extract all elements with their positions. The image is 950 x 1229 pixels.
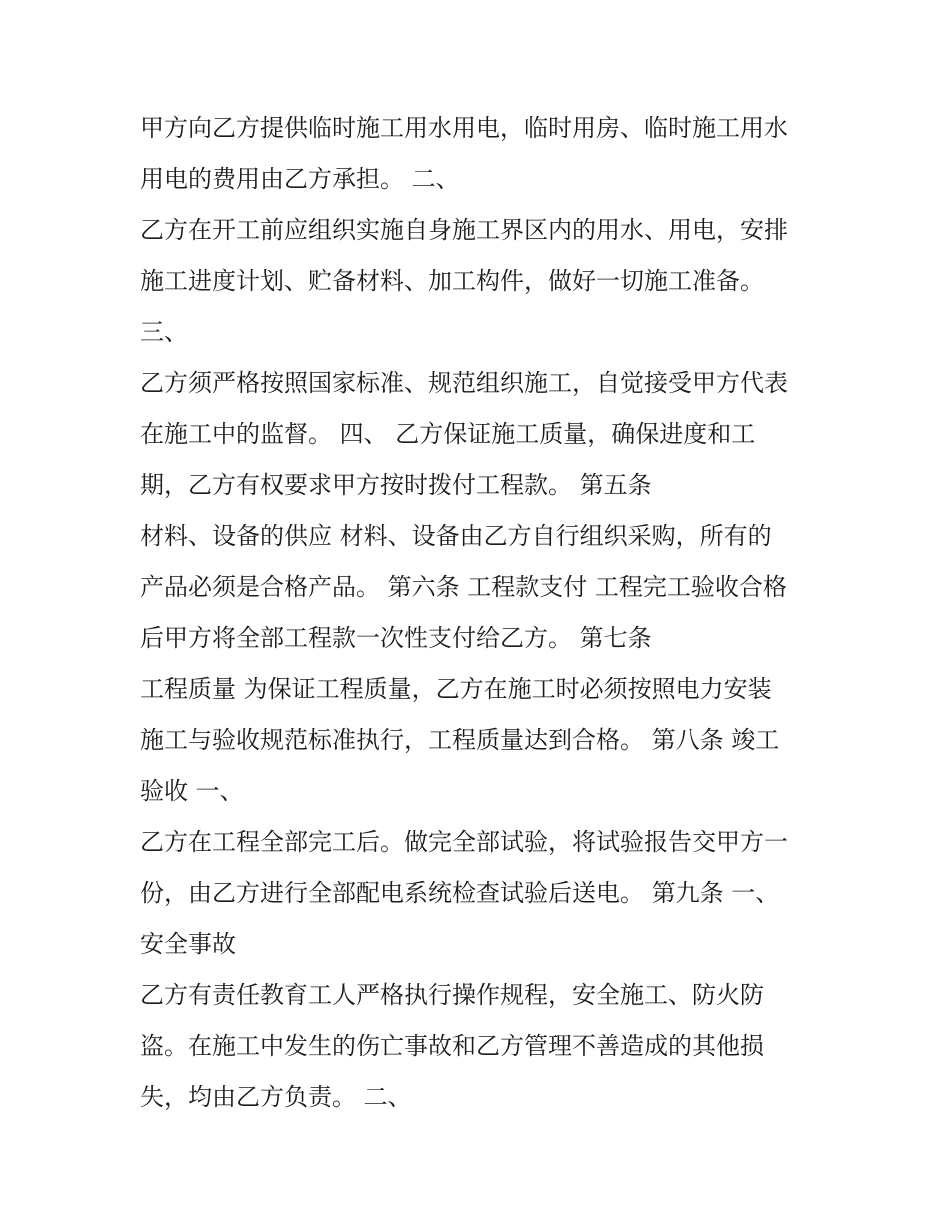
text-line: 在施工中的监督。 四、 乙方保证施工质量，确保进度和工 [140,420,756,448]
text-line: 期，乙方有权要求甲方按时拨付工程款。 第五条 [140,471,652,499]
text-line: 验收 一、 [140,777,244,805]
text-line: 份，由乙方进行全部配电系统检查试验后送电。 第九条 一、 [140,879,780,907]
text-line: 工程质量 为保证工程质量，乙方在施工时必须按照电力安装 [140,675,772,703]
text-line: 施工与验收规范标准执行，工程质量达到合格。 第八条 竣工 [140,726,780,754]
text-line: 乙方在工程全部完工后。做完全部试验，将试验报告交甲方一 [140,828,788,856]
text-line: 后甲方将全部工程款一次性支付给乙方。 第七条 [140,624,652,652]
text-line: 盗。在施工中发生的伤亡事故和乙方管理不善造成的其他损 [140,1032,764,1060]
text-line: 产品必须是合格产品。 第六条 工程款支付 工程完工验收合格 [140,573,787,601]
text-line: 安全事故 [140,930,236,958]
text-line: 失，均由乙方负责。 二、 [140,1083,412,1111]
text-line: 三、 [140,318,188,346]
text-line: 施工进度计划、贮备材料、加工构件，做好一切施工准备。 [140,267,764,295]
text-line: 乙方在开工前应组织实施自身施工界区内的用水、用电，安排 [140,216,788,244]
text-line: 甲方向乙方提供临时施工用水用电，临时用房、临时施工用水 [140,114,788,142]
text-line: 乙方须严格按照国家标准、规范组织施工，自觉接受甲方代表 [140,369,788,397]
text-line: 用电的费用由乙方承担。 二、 [140,165,460,193]
text-line: 乙方有责任教育工人严格执行操作规程，安全施工、防火防 [140,981,764,1009]
text-line: 材料、设备的供应 材料、设备由乙方自行组织采购，所有的 [140,522,772,550]
